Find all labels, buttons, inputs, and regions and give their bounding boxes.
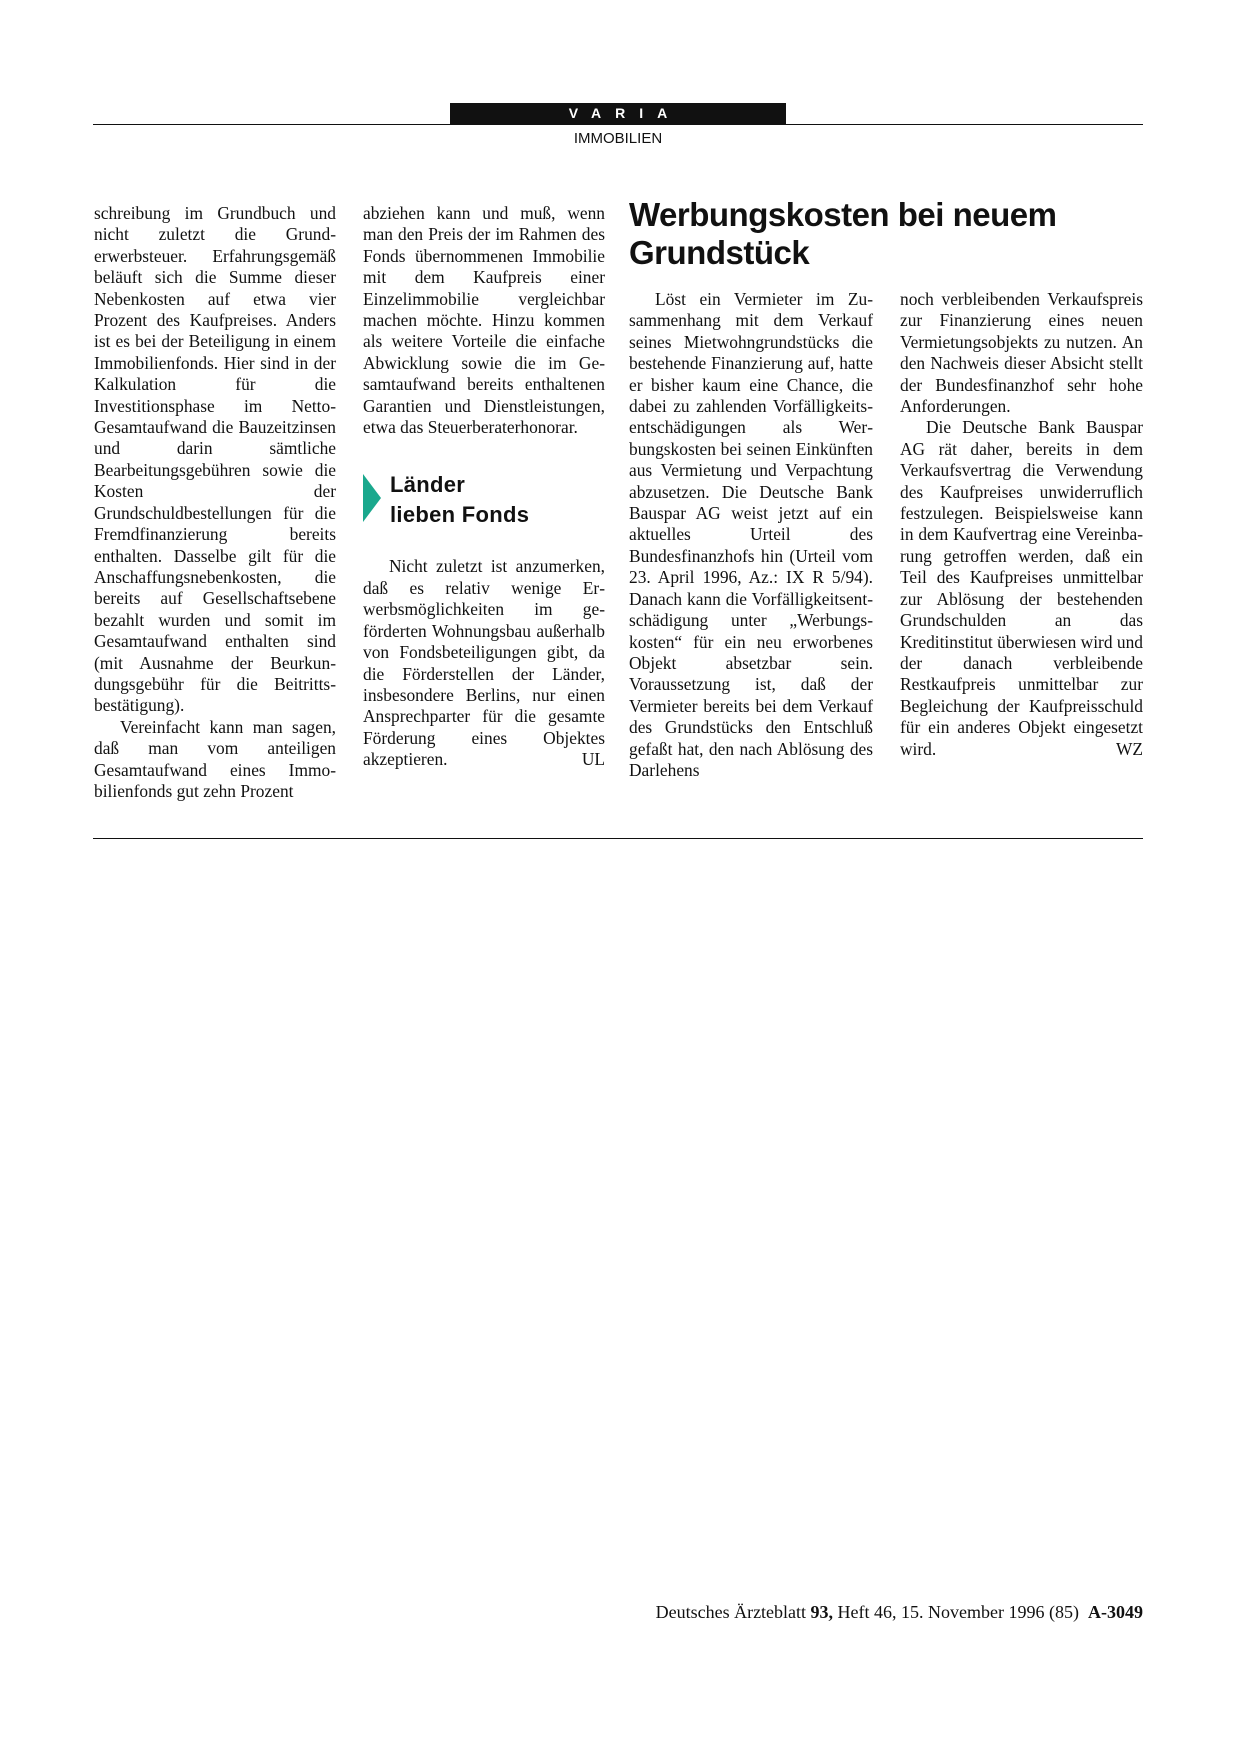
article-column-2 xyxy=(363,203,605,771)
page-number: A-3049 xyxy=(1088,1602,1143,1622)
paragraph: Vereinfacht kann man sagen, daß man vom anteiligen Gesamtaufwand eines Immobilienfonds gut zehn Prozent xyxy=(94,716,336,801)
subheading-line-1: Länder xyxy=(390,472,466,498)
volume-number: 93, xyxy=(810,1602,834,1622)
paragraph: Löst ein Vermieter im Zusammenhang mit dem Verkauf seines Mietwohngrundstücks die bestehende Finanzierung auf, hatte er bisher kaum eine Chance, die dabei zu zahlenden Vorfälligkeitsentschädigungen als Werbungskosten bei seinen Einkünften aus Vermietung und Verpachtung abzusetzen. Die Deutsche Bank Bauspar AG weist jetzt auf ein aktuelles Urteil des Bundesfinanzhofs hin (Urteil vom 23. April 1996, Az.: IX R 5/94). Danach kann die Vorfälligkeitsentschädigung unter „Werbungskosten“ für ein neu erworbenes Objekt absetzbar sein. Voraussetzung ist, daß der Vermieter bereits bei dem Verkauf des Grundstücks den Entschluß gefaßt hat, den nach Ablösung des Darlehens xyxy=(629,289,873,780)
journal-name: Deutsches Ärzteblatt xyxy=(655,1602,807,1622)
paragraph xyxy=(363,556,605,770)
subheading xyxy=(363,470,605,530)
triangle-marker-icon xyxy=(363,474,381,522)
top-rule xyxy=(93,124,1143,125)
subsection-label: IMMOBILIEN xyxy=(573,130,663,147)
bottom-rule xyxy=(93,838,1143,839)
page-footer xyxy=(656,1602,1143,1623)
author-signature: UL xyxy=(581,749,605,770)
paragraph-text: Nicht zuletzt ist anzumerken, daß es relativ wenige Erwerbsmöglichkeiten im geförderten Wohnungsbau außerhalb von Fondsbeteiligungen gibt, da die Förderstellen der Länder, insbesondere Berlins, nur einen Ansprechparter für die gesamte Förderung eines Objektes akzeptieren. xyxy=(363,556,605,770)
article-column-1 xyxy=(94,203,336,802)
paragraph-text: Die Deutsche Bank Bauspar AG rät daher, bereits in dem Verkaufsvertrag die Verwendung des Kaufpreises unwiderruflich festzulegen. Beispielsweise kann in dem Kaufvertrag eine Vereinbarung getroffen werden, daß ein Teil des Kaufpreises unmittelbar zur Ablösung der bestehenden Grundschulden an das Kreditinstitut überwiesen wird und der danach verbleibende Restkaufpreis unmittelbar zur Begleichung der Kaufpreisschuld für ein anderes Objekt eingesetzt wird. xyxy=(900,417,1143,759)
sidebar-column-2 xyxy=(900,289,1143,760)
sidebar-column-1 xyxy=(629,289,873,781)
sidebar-headline: Werbungskosten bei neuem Grundstück xyxy=(629,196,1057,271)
paragraph: abziehen kann und muß, wenn man den Preis der im Rahmen des Fonds übernommenen Immobilie mit dem Kaufpreis einer Einzelimmobilie vergleichbar machen möchte. Hinzu kommen als weitere Vorteile die einfache Abwicklung sowie die im Gesamtaufwand bereits enthaltenen Garantien und Dienstleistungen, etwa das Steuerberaterhonorar. xyxy=(363,203,605,438)
issue-date: Heft 46, 15. November 1996 (85) xyxy=(837,1602,1079,1622)
paragraph xyxy=(900,417,1143,760)
author-signature: WZ xyxy=(1115,738,1143,759)
subheading-line-2: lieben Fonds xyxy=(390,502,530,528)
paragraph: noch verbleibenden Verkaufspreis zur Finanzierung eines neuen Vermietungsobjekts zu nutzen. An den Nachweis dieser Absicht stellt der Bundesfinanzhof sehr hohe Anforderungen. xyxy=(900,289,1143,417)
section-label: VARIA xyxy=(450,103,786,124)
paragraph: schreibung im Grundbuch und nicht zuletzt die Grunderwerbsteuer. Erfahrungsgemäß beläuft sich die Summe dieser Nebenkosten auf etwa vier Prozent des Kaufpreises. Anders ist es bei der Beteiligung in einem Immobilienfonds. Hier sind in der Kalkulation für die Investitionsphase im Netto-Gesamtaufwand die Bauzeitzinsen und darin sämtliche Bearbeitungsgebühren sowie die Kosten der Grundschuldbestellungen für die Fremdfinanzierung bereits enthalten. Dasselbe gilt für die Anschaffungsnebenkosten, die bereits auf Gesellschaftsebene bezahlt wurden und somit im Gesamtaufwand enthalten sind (mit Ausnahme der Beurkundungsgebühr für die Beitrittsbestätigung). xyxy=(94,203,336,716)
